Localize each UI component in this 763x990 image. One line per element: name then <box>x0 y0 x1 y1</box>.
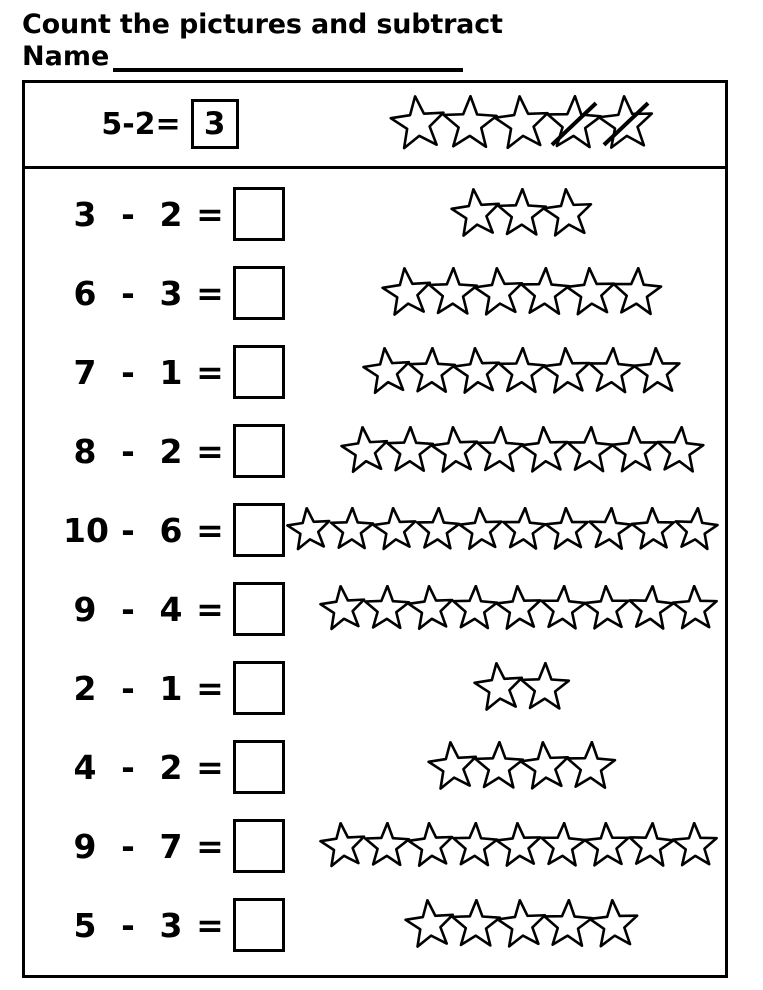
subtrahend: 4 <box>159 589 183 629</box>
minuend: 9 <box>73 589 97 629</box>
star-icon <box>583 822 631 870</box>
answer-box[interactable] <box>233 661 285 715</box>
problem-expression <box>25 819 319 873</box>
star-icon <box>501 507 547 553</box>
problem-expression <box>25 266 325 320</box>
star-icon <box>495 585 543 633</box>
answer-box[interactable] <box>233 582 285 636</box>
star-icon <box>565 741 617 793</box>
star-icon <box>427 741 479 793</box>
minuend: 2 <box>73 668 97 708</box>
answer-box[interactable] <box>233 345 285 399</box>
star-icon <box>329 507 375 553</box>
star-icon <box>286 507 332 553</box>
star-icon <box>655 426 705 476</box>
page-title: Count the pictures and subtract <box>22 9 503 40</box>
problem-expression <box>25 187 325 241</box>
minus-operator: - <box>121 826 135 866</box>
star-icon <box>519 741 571 793</box>
problem-expression <box>25 898 325 952</box>
problem-row <box>25 570 725 649</box>
star-icon <box>319 585 367 633</box>
problem-expression <box>25 503 286 557</box>
star-icon <box>587 507 633 553</box>
star-group <box>325 741 725 793</box>
subtrahend: 1 <box>159 352 183 392</box>
star-icon <box>610 426 660 476</box>
problem-expression <box>25 424 325 478</box>
equals-sign: = <box>196 194 224 234</box>
problem-row <box>25 491 725 570</box>
equals-sign: = <box>196 352 224 392</box>
star-icon <box>404 899 456 951</box>
equals-sign: = <box>196 747 224 787</box>
minuend: 3 <box>73 194 97 234</box>
star-icon <box>497 347 547 397</box>
example-equation: 5-2= <box>101 106 181 142</box>
answer-box[interactable] <box>233 266 285 320</box>
star-icon <box>363 585 411 633</box>
example-row <box>25 83 725 169</box>
equals-sign: = <box>196 431 224 471</box>
star-icon <box>495 822 543 870</box>
star-icon <box>587 347 637 397</box>
subtrahend: 2 <box>159 194 183 234</box>
star-icon <box>381 267 433 319</box>
star-icon <box>452 347 502 397</box>
star-icon <box>415 507 461 553</box>
minuend: 10 <box>63 510 109 550</box>
star-icon <box>611 267 663 319</box>
subtrahend: 2 <box>159 747 183 787</box>
star-icon <box>451 822 499 870</box>
example-stars <box>315 83 725 166</box>
minus-operator: - <box>121 510 135 550</box>
star-icon <box>519 662 571 714</box>
star-icon <box>450 188 502 240</box>
star-icon <box>363 822 411 870</box>
answer-box[interactable] <box>233 740 285 794</box>
star-icon <box>473 267 525 319</box>
problem-rows <box>25 169 725 975</box>
star-icon <box>458 507 504 553</box>
name-label: Name <box>22 41 110 73</box>
answer-box[interactable] <box>233 187 285 241</box>
minuend: 6 <box>73 273 97 313</box>
subtrahend: 2 <box>159 431 183 471</box>
star-crossed-icon <box>545 95 603 153</box>
name-input-line[interactable] <box>113 48 463 72</box>
equals-sign: = <box>196 905 224 945</box>
minus-operator: - <box>121 747 135 787</box>
example-problem <box>25 99 315 149</box>
problem-row <box>25 886 725 965</box>
star-group <box>325 899 725 951</box>
star-group <box>319 585 725 633</box>
subtrahend: 3 <box>159 273 183 313</box>
problems-frame <box>22 80 728 978</box>
minus-operator: - <box>121 431 135 471</box>
star-icon <box>475 426 525 476</box>
star-group <box>325 267 725 319</box>
star-group <box>325 347 725 397</box>
problem-row <box>25 333 725 412</box>
problem-expression <box>25 740 325 794</box>
minuend: 4 <box>73 747 97 787</box>
problem-row <box>25 412 725 491</box>
minus-operator: - <box>121 194 135 234</box>
star-icon <box>372 507 418 553</box>
problem-row <box>25 807 725 886</box>
problem-expression <box>25 345 325 399</box>
star-icon <box>407 822 455 870</box>
star-icon <box>493 95 551 153</box>
problem-row <box>25 254 725 333</box>
star-icon <box>451 585 499 633</box>
star-icon <box>583 585 631 633</box>
subtrahend: 1 <box>159 668 183 708</box>
minuend: 8 <box>73 431 97 471</box>
star-icon <box>389 95 447 153</box>
name-row <box>22 42 745 72</box>
minus-operator: - <box>121 352 135 392</box>
minus-operator: - <box>121 668 135 708</box>
star-icon <box>542 347 592 397</box>
example-answer-box: 3 <box>191 99 239 149</box>
star-icon <box>430 426 480 476</box>
minuend: 5 <box>73 905 97 945</box>
equals-sign: = <box>196 510 224 550</box>
star-icon <box>542 188 594 240</box>
star-icon <box>632 347 682 397</box>
minus-operator: - <box>121 273 135 313</box>
star-icon <box>385 426 435 476</box>
star-icon <box>539 585 587 633</box>
subtrahend: 7 <box>159 826 183 866</box>
star-icon <box>588 899 640 951</box>
star-group <box>286 507 725 553</box>
star-group <box>319 822 725 870</box>
star-icon <box>627 822 675 870</box>
equals-sign: = <box>196 273 224 313</box>
answer-box[interactable] <box>233 898 285 952</box>
star-icon <box>362 347 412 397</box>
star-icon <box>627 585 675 633</box>
subtrahend: 6 <box>159 510 183 550</box>
star-icon <box>544 507 590 553</box>
star-crossed-icon <box>597 95 655 153</box>
star-icon <box>496 899 548 951</box>
star-icon <box>671 822 719 870</box>
minus-operator: - <box>121 905 135 945</box>
problem-row <box>25 175 725 254</box>
answer-box[interactable] <box>233 424 285 478</box>
problem-expression <box>25 582 319 636</box>
minuend: 9 <box>73 826 97 866</box>
minuend: 7 <box>73 352 97 392</box>
star-group <box>325 662 725 714</box>
equals-sign: = <box>196 589 224 629</box>
star-icon <box>539 822 587 870</box>
star-icon <box>520 426 570 476</box>
problem-expression <box>25 661 325 715</box>
equals-sign: = <box>196 826 224 866</box>
star-icon <box>673 507 719 553</box>
subtrahend: 3 <box>159 905 183 945</box>
answer-box[interactable] <box>233 503 285 557</box>
star-icon <box>340 426 390 476</box>
answer-box[interactable] <box>233 819 285 873</box>
equals-sign: = <box>196 668 224 708</box>
star-icon <box>671 585 719 633</box>
problem-row <box>25 649 725 728</box>
star-group <box>325 426 725 476</box>
star-icon <box>407 585 455 633</box>
star-icon <box>319 822 367 870</box>
star-group <box>325 188 725 240</box>
star-icon <box>630 507 676 553</box>
star-icon <box>565 426 615 476</box>
problem-row <box>25 728 725 807</box>
star-icon <box>473 662 525 714</box>
minus-operator: - <box>121 589 135 629</box>
